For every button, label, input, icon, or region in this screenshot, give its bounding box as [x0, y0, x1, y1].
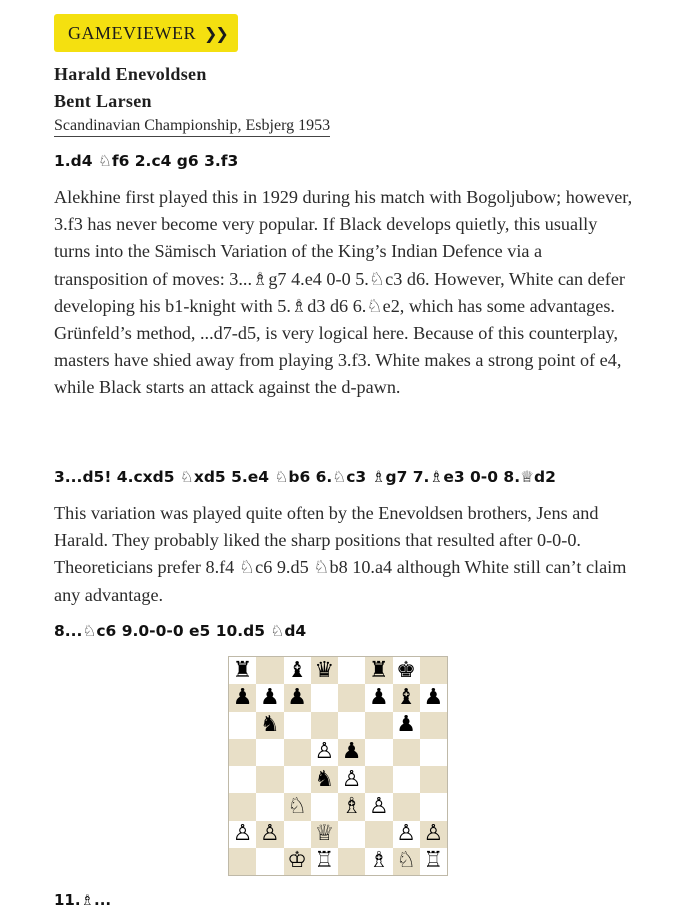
square-h5	[420, 739, 447, 766]
square-f4	[365, 766, 392, 793]
square-e7	[338, 684, 365, 711]
square-a6	[229, 712, 256, 739]
square-h6	[420, 712, 447, 739]
square-d1: ♖	[311, 848, 338, 875]
gameviewer-label: GAMEVIEWER	[68, 22, 196, 43]
square-d5: ♙	[311, 739, 338, 766]
square-c6	[284, 712, 311, 739]
square-g6: ♟	[393, 712, 420, 739]
square-g7: ♝	[393, 684, 420, 711]
square-c2	[284, 821, 311, 848]
square-f2	[365, 821, 392, 848]
square-d2: ♕	[311, 821, 338, 848]
square-b6: ♞	[256, 712, 283, 739]
chess-board-diagram	[228, 656, 448, 876]
double-chevron-right-icon: ❯❯	[203, 23, 227, 43]
square-e6	[338, 712, 365, 739]
square-d7	[311, 684, 338, 711]
square-d4: ♞	[311, 766, 338, 793]
move-line-3: 8...♘c6 9.0-0-0 e5 10.d5 ♘d4	[54, 622, 307, 640]
square-b2: ♙	[256, 821, 283, 848]
square-c1: ♔	[284, 848, 311, 875]
square-g5	[393, 739, 420, 766]
move-line-4: 11.♗...	[54, 891, 112, 909]
square-a4	[229, 766, 256, 793]
square-e4: ♙	[338, 766, 365, 793]
square-c7: ♟	[284, 684, 311, 711]
square-h8	[420, 657, 447, 684]
square-h7: ♟	[420, 684, 447, 711]
square-a3	[229, 793, 256, 820]
square-g2: ♙	[393, 821, 420, 848]
square-c5	[284, 739, 311, 766]
square-d8: ♛	[311, 657, 338, 684]
square-f8: ♜	[365, 657, 392, 684]
square-c3: ♘	[284, 793, 311, 820]
square-f3: ♙	[365, 793, 392, 820]
square-g3	[393, 793, 420, 820]
square-g1: ♘	[393, 848, 420, 875]
square-b7: ♟	[256, 684, 283, 711]
square-c8: ♝	[284, 657, 311, 684]
square-d6	[311, 712, 338, 739]
square-b4	[256, 766, 283, 793]
square-b5	[256, 739, 283, 766]
square-d3	[311, 793, 338, 820]
event-link[interactable]: Scandinavian Championship, Esbjerg 1953	[54, 117, 330, 137]
move-line-1: 1.d4 ♘f6 2.c4 g6 3.f3	[54, 152, 239, 170]
square-f6	[365, 712, 392, 739]
square-c4	[284, 766, 311, 793]
square-a5	[229, 739, 256, 766]
white-player-name: Harald Enevoldsen	[54, 64, 207, 84]
square-h4	[420, 766, 447, 793]
square-e8	[338, 657, 365, 684]
square-e3: ♗	[338, 793, 365, 820]
square-g4	[393, 766, 420, 793]
commentary-paragraph-1: Alekhine first played this in 1929 during his match with Bogoljubow; however, 3.f3 has never become very popular. If Black develops quietly, this usually turns into the Sämisch Variation of the King’s Indian Defence via a transposition of moves: 3...♗g7 4.e4 0-0 5.♘c3 d6. However, White can defer developing his b1-knight with 5.♗d3 d6 6.♘e2, which has some advantages. Grünfeld’s method, ...d7-d5, is very logical here. Because of this counterplay, masters have shied away from playing 3.f3. White makes a strong point of e4, while Black starts an attack against the d-pawn.	[54, 187, 633, 398]
square-a2: ♙	[229, 821, 256, 848]
square-b1	[256, 848, 283, 875]
black-player-name: Bent Larsen	[54, 91, 152, 111]
square-h2: ♙	[420, 821, 447, 848]
commentary-paragraph-2: This variation was played quite often by the Enevoldsen brothers, Jens and Harald. They probably liked the sharp positions that resulted after 0-0-0. Theoreticians prefer 8.f4 ♘c6 9.d5 ♘b8 10.a4 although White still can’t claim any advantage.	[54, 503, 627, 605]
gameviewer-button[interactable]	[54, 14, 238, 52]
square-e1	[338, 848, 365, 875]
square-b3	[256, 793, 283, 820]
square-f1: ♗	[365, 848, 392, 875]
move-line-2: 3...d5! 4.cxd5 ♘xd5 5.e4 ♘b6 6.♘c3 ♗g7 7.♗e3 0-0 8.♕d2	[54, 468, 556, 486]
square-g8: ♚	[393, 657, 420, 684]
square-a1	[229, 848, 256, 875]
square-h3	[420, 793, 447, 820]
square-a8: ♜	[229, 657, 256, 684]
square-a7: ♟	[229, 684, 256, 711]
square-e2	[338, 821, 365, 848]
square-e5: ♟	[338, 739, 365, 766]
square-b8	[256, 657, 283, 684]
square-f5	[365, 739, 392, 766]
square-h1: ♖	[420, 848, 447, 875]
square-f7: ♟	[365, 684, 392, 711]
